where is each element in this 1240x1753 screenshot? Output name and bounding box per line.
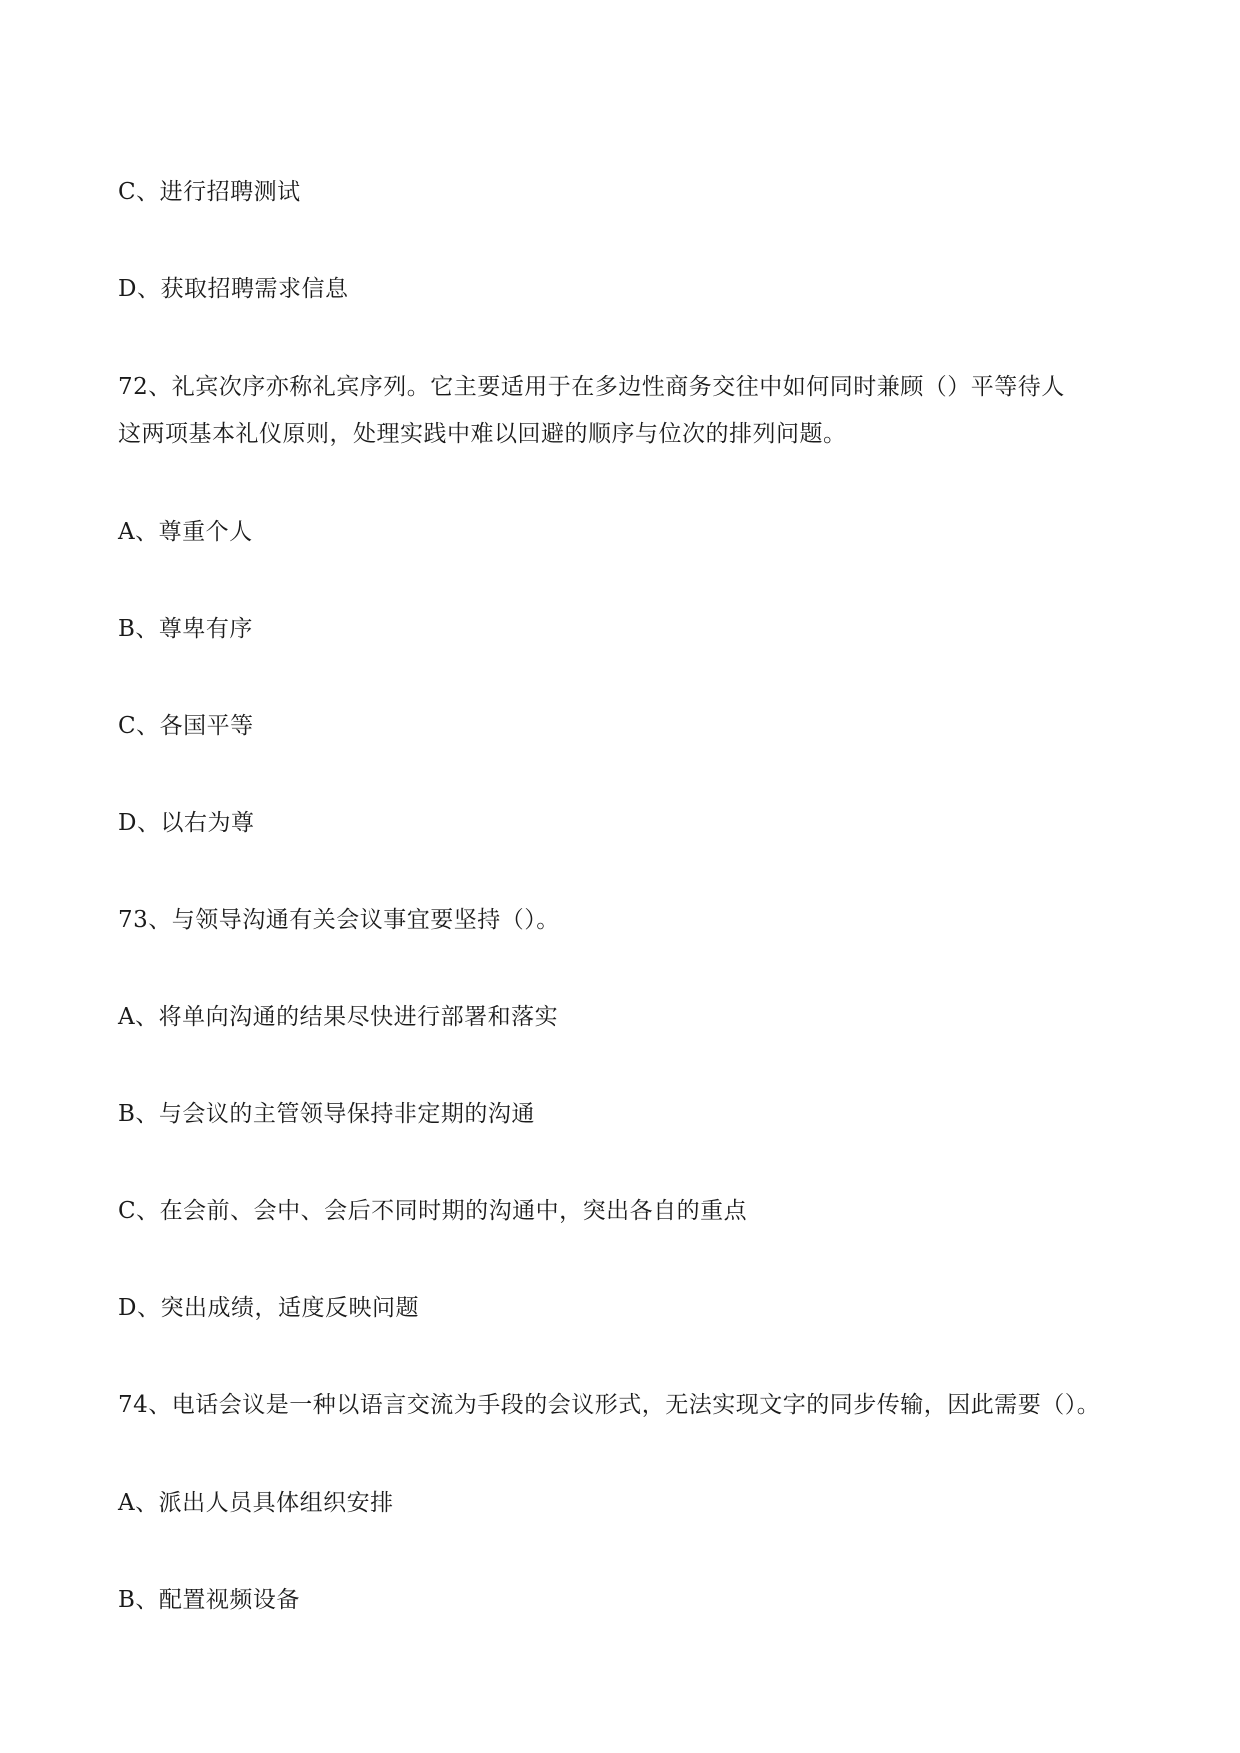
option-b-q74: B、配置视频设备 — [118, 1587, 300, 1613]
option-d-q71: D、获取招聘需求信息 — [118, 276, 349, 302]
question-73: 73、与领导沟通有关会议事宜要坚持（）。 — [118, 907, 560, 933]
option-c-q71: C、进行招聘测试 — [118, 179, 301, 205]
option-c-q73: C、在会前、会中、会后不同时期的沟通中，突出各自的重点 — [118, 1198, 748, 1224]
option-b-q73: B、与会议的主管领导保持非定期的沟通 — [118, 1101, 535, 1127]
question-72-line-2: 这两项基本礼仪原则，处理实践中难以回避的顺序与位次的排列问题。 — [118, 421, 847, 447]
option-b-q72: B、尊卑有序 — [118, 616, 253, 642]
option-a-q74: A、派出人员具体组织安排 — [118, 1490, 394, 1516]
option-c-q72: C、各国平等 — [118, 713, 254, 739]
option-d-q73: D、突出成绩，适度反映问题 — [118, 1295, 419, 1321]
option-a-q72: A、尊重个人 — [118, 519, 253, 545]
option-d-q72: D、以右为尊 — [118, 810, 255, 836]
option-a-q73: A、将单向沟通的结果尽快进行部署和落实 — [118, 1004, 559, 1030]
question-72-line-1: 72、礼宾次序亦称礼宾序列。它主要适用于在多边性商务交往中如何同时兼顾（）平等待人 — [118, 374, 1065, 400]
question-74: 74、电话会议是一种以语言交流为手段的会议形式，无法实现文字的同步传输，因此需要（）。 — [118, 1392, 1101, 1418]
